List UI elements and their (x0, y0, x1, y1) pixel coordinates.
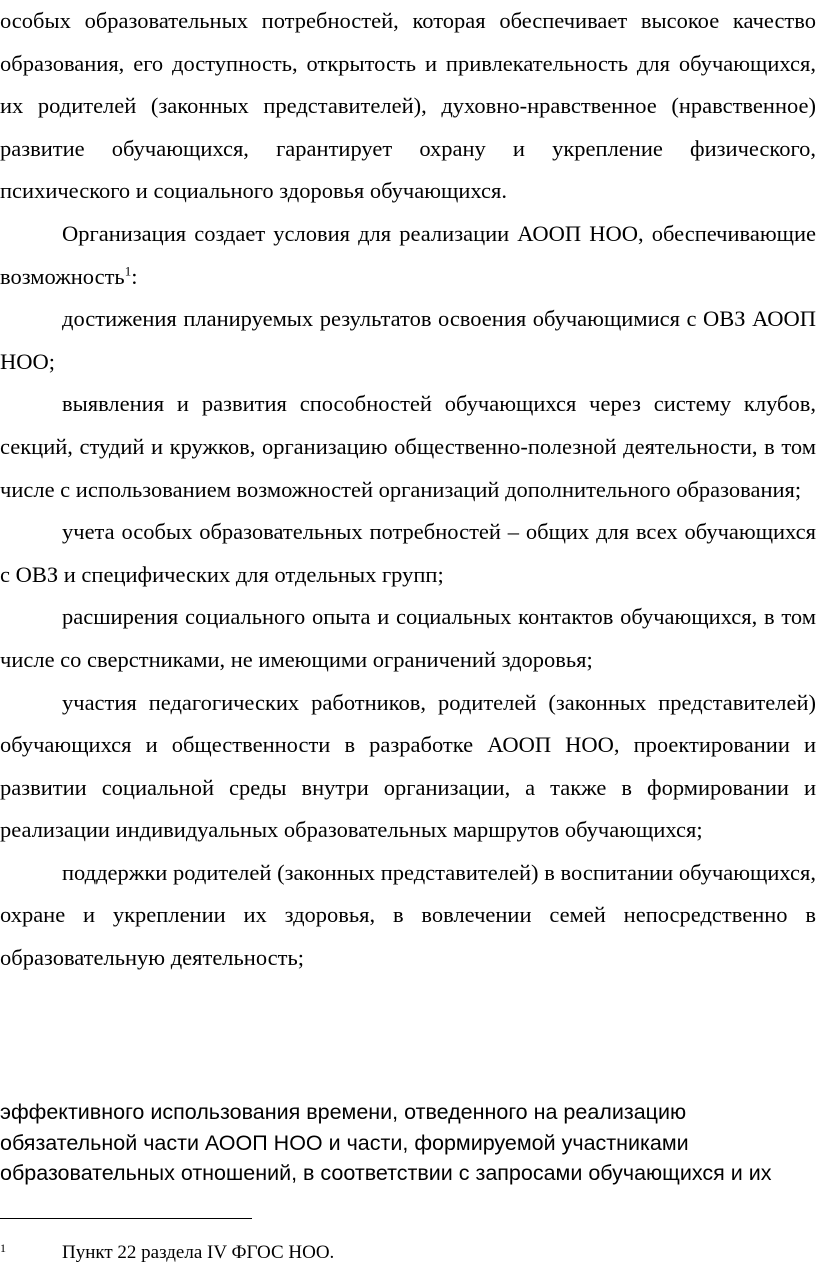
list-item-participation: участия педагогических работников, родителей (законных представителей) обучающихся и общественности в разработке АООП НОО, проектировании и развитии социальной среды внутри организации, а также в формировании и реализации индивидуальных образовательных маршрутов обучающихся; (0, 689, 816, 843)
list-item-parent-support: поддержки родителей (законных представителей) в воспитании обучающихся, охране и укреплении их здоровья, в вовлечении семей непосредственно в образовательную деятельность; (0, 859, 816, 971)
footnote-text: Пункт 22 раздела IV ФГОС НОО. (62, 1242, 335, 1263)
list-item-achievement: достижения планируемых результатов освоения обучающимися с ОВЗ АООП НОО; (0, 306, 816, 374)
footnote (0, 1241, 816, 1265)
tail-paragraph-text: эффективного использования времени, отведенного на реализацию обязательной части АООП НОО и части, формируемой участниками образовательных отношений, в соответствии с запросами обучающихся и их (0, 1100, 772, 1185)
paragraph-efficient-time-use (0, 1097, 816, 1189)
list-item-special-needs: учета особых образовательных потребностей – общих для всех обучающихся с ОВЗ и специфических для отдельных групп; (0, 519, 816, 587)
footnote-separator (0, 1218, 252, 1219)
paragraph-organization-conditions (0, 213, 816, 298)
paragraph-continuation: особых образовательных потребностей, которая обеспечивает высокое качество образования, его доступность, открытость и привлекательность для обучающихся, их родителей (законных представителей), духовно-нравственное (нравственное) развитие обучающихся, гарантирует охрану и укрепление физического, психического и социального здоровья обучающихся. (0, 8, 816, 204)
list-item-abilities: выявления и развития способностей обучающихся через систему клубов, секций, студий и кружков, организацию общественно-полезной деятельности, в том числе с использованием возможностей организаций дополнительного образования; (0, 391, 816, 502)
paragraph-colon: : (131, 263, 138, 289)
list-item-social-experience: расширения социального опыта и социальных контактов обучающихся, в том числе со сверстниками, не имеющими ограничений здоровья; (0, 604, 816, 672)
footnote-mark: 1 (0, 1241, 6, 1255)
paragraph-text: Организация создает условия для реализации АООП НОО, обеспечивающие возможность (0, 220, 816, 289)
footnote-reference[interactable]: 1 (124, 263, 132, 279)
